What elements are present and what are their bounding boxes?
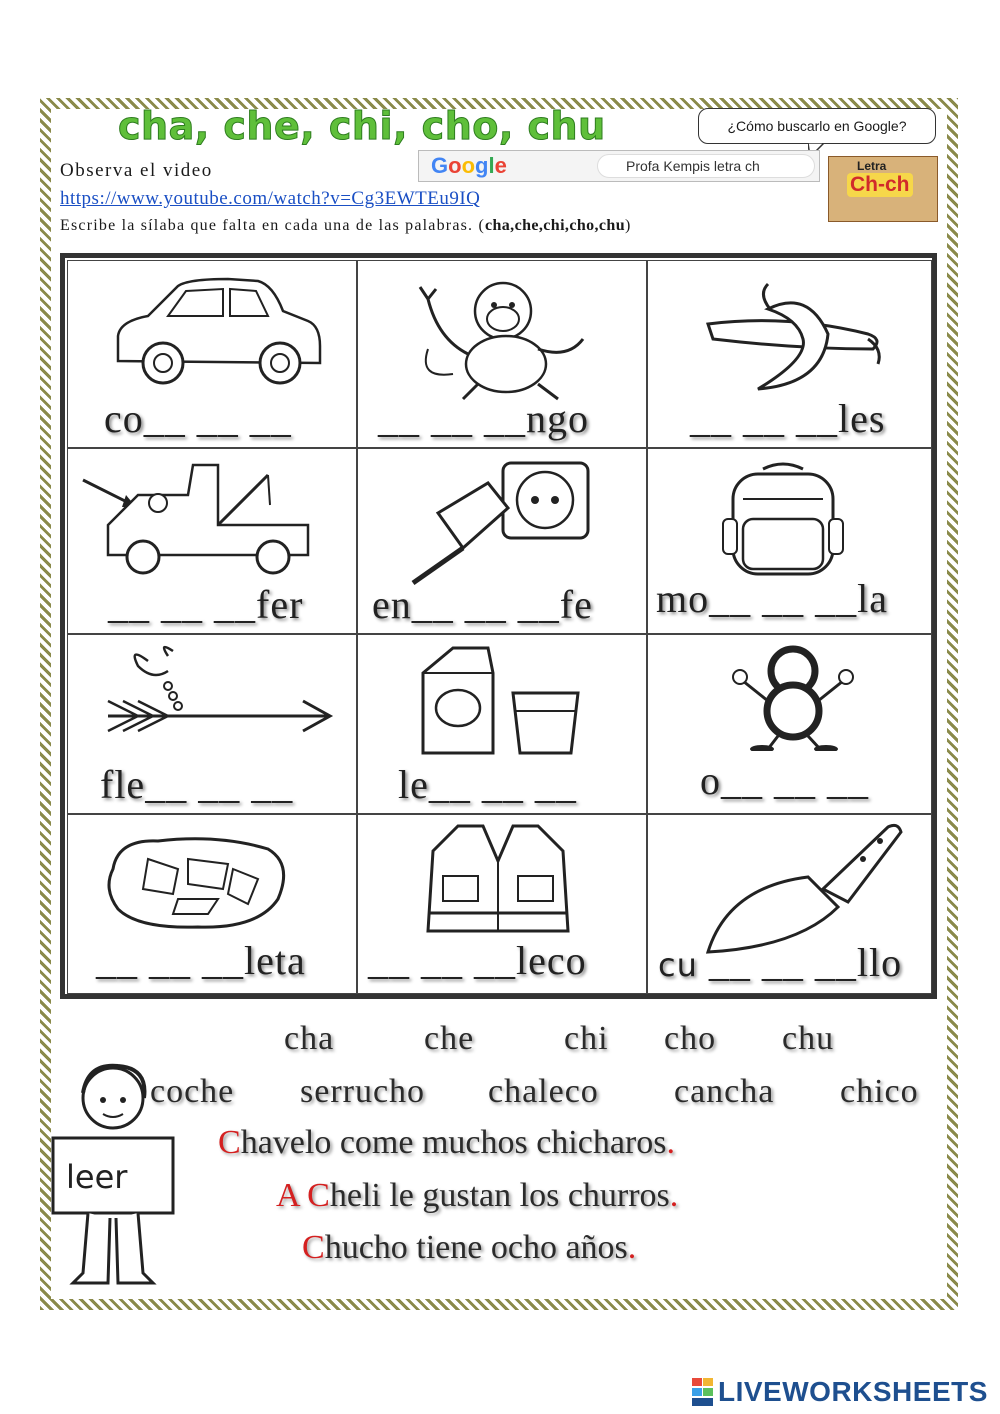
thumb-title: Ch-ch xyxy=(847,173,913,197)
exercise-cell-cuchillo xyxy=(647,814,932,994)
steak-icon xyxy=(98,829,298,939)
arrow-icon xyxy=(98,641,338,751)
syllable-cha: cha xyxy=(284,1020,335,1057)
vest-icon xyxy=(418,821,578,941)
word-chango[interactable]: __ __ __ngo xyxy=(378,396,589,441)
page-title: cha, che, chi, cho, chu xyxy=(118,104,606,148)
tow-truck-icon xyxy=(78,455,348,585)
monkey-icon xyxy=(398,269,608,404)
car-icon xyxy=(108,271,328,391)
search-query: Profa Kempis letra ch xyxy=(626,158,760,174)
syllable-chi: chi xyxy=(564,1020,609,1057)
exercise-cell-car xyxy=(67,260,357,448)
exercise-cell-chuleta xyxy=(67,814,357,994)
exercise-cell-mochila xyxy=(647,448,932,634)
google-logo: Google xyxy=(431,153,507,178)
word-chofer[interactable]: __ __ __fer xyxy=(108,582,304,627)
observe-text: Observa el video xyxy=(60,160,213,181)
syllable-cho: cho xyxy=(664,1020,717,1057)
word-bank-chaleco: chaleco xyxy=(488,1073,599,1110)
syllable-chu: chu xyxy=(782,1020,835,1057)
word-bank-serrucho: serrucho xyxy=(300,1073,426,1110)
sentence-3: Chucho tiene ocho años. xyxy=(302,1229,637,1266)
word-chaleco[interactable]: __ __ __leco xyxy=(368,938,587,983)
word-leche[interactable]: le__ __ __ xyxy=(398,762,577,807)
milk-carton-icon xyxy=(413,643,593,758)
word-cuchillo[interactable]: cu __ __ __llo xyxy=(658,940,903,985)
google-search-bar[interactable] xyxy=(418,150,820,182)
number-eight-icon xyxy=(728,641,858,751)
leer-sign: leer xyxy=(66,1158,128,1196)
exercise-cell-chofer xyxy=(67,448,357,634)
plug-outlet-icon xyxy=(398,453,598,588)
exercise-cell-ocho xyxy=(647,634,932,814)
exercise-cell-chaleco xyxy=(357,814,647,994)
google-callout: ¿Cómo buscarlo en Google? xyxy=(698,108,936,144)
word-mochila[interactable]: mo__ __ __la xyxy=(656,576,888,621)
exercise-cell-leche xyxy=(357,634,647,814)
word-coche[interactable]: co__ __ __ xyxy=(104,396,292,441)
word-ocho[interactable]: o__ __ __ xyxy=(700,758,869,803)
sentence-1: Chavelo come muchos chicharos. xyxy=(218,1124,675,1161)
exercise-cell-monkey xyxy=(357,260,647,448)
exercise-cell-enchufe xyxy=(357,448,647,634)
backpack-icon xyxy=(718,459,848,579)
word-chiles[interactable]: __ __ __les xyxy=(690,396,886,441)
liveworksheets-logo-icon xyxy=(692,1378,714,1406)
sentence-2: A Cheli le gustan los churros. xyxy=(276,1177,679,1214)
word-enchufe[interactable]: en__ __ __fe xyxy=(372,582,593,627)
instruction-text: Escribe la sílaba que falta en cada una de las palabras. (cha,che,chi,cho,chu) xyxy=(60,217,632,234)
liveworksheets-brand: LIVEWORKSHEETS xyxy=(718,1376,988,1407)
syllable-che: che xyxy=(424,1020,475,1057)
thumb-label: Letra xyxy=(857,159,887,173)
exercise-cell-chiles xyxy=(647,260,932,448)
exercise-grid xyxy=(60,253,937,999)
word-flecha[interactable]: fle__ __ __ xyxy=(100,762,294,807)
word-bank-chico: chico xyxy=(840,1073,919,1110)
video-link[interactable]: https://www.youtube.com/watch?v=Cg3EWTEu9IQ xyxy=(60,188,481,209)
word-bank-coche: coche xyxy=(150,1073,235,1110)
search-input[interactable] xyxy=(597,154,815,178)
exercise-cell-flecha xyxy=(67,634,357,814)
word-chuleta[interactable]: __ __ __leta xyxy=(96,938,306,983)
word-bank-cancha: cancha xyxy=(674,1073,775,1110)
video-thumbnail[interactable] xyxy=(828,156,938,222)
knife-icon xyxy=(698,817,908,957)
chili-peppers-icon xyxy=(698,279,898,399)
